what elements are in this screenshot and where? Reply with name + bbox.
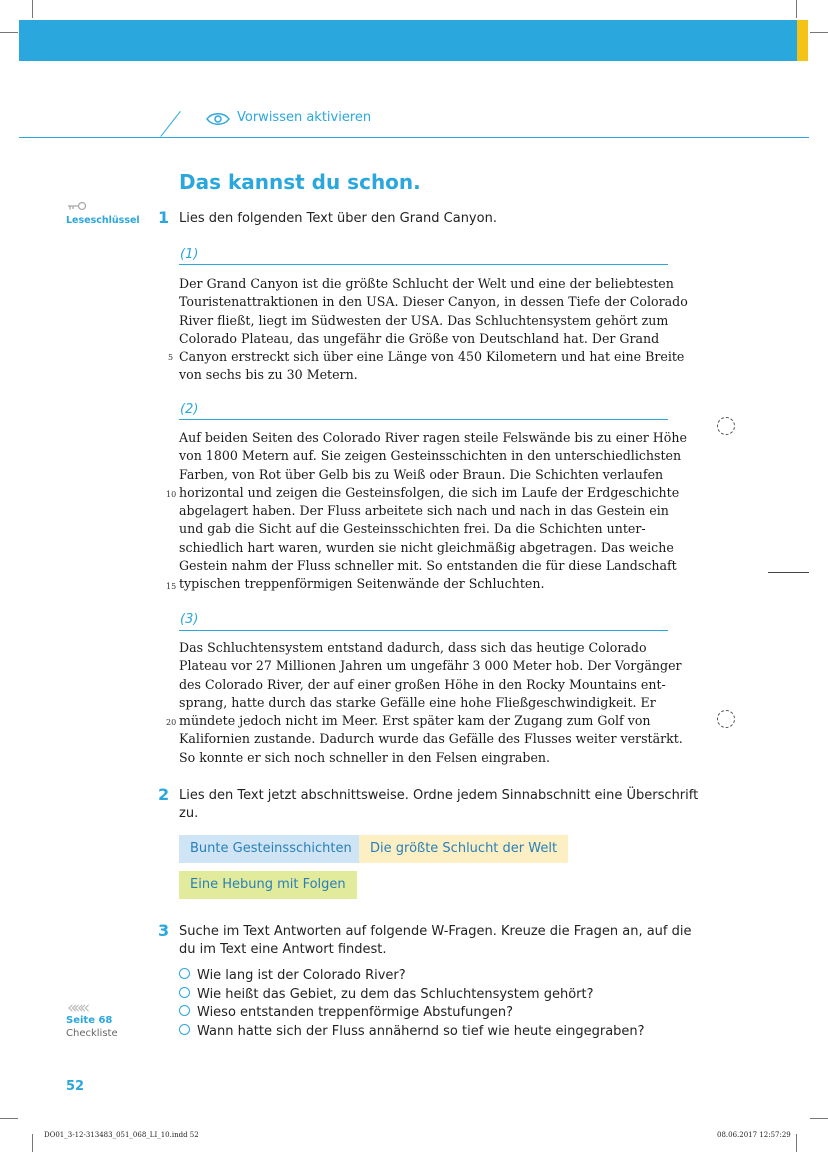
header-banner-accent (797, 20, 808, 61)
margin-rule (768, 572, 809, 573)
heading-chip-groesste-schlucht[interactable]: Die größte Schlucht der Welt (359, 835, 568, 863)
question-text: Wie heißt das Gebiet, zu dem das Schluchtensystem gehört? (197, 987, 594, 1002)
line-number: 20 (166, 718, 177, 727)
chevrons-icon: ««« (67, 998, 87, 1018)
text-line: Gestein nahm der Fluss schneller mit. So entstanden die für diese Landschaft (179, 558, 677, 574)
heading-chip-bunte-gesteinsschichten[interactable]: Bunte Gesteinsschichten (179, 835, 363, 863)
text-line: Colorado Plateau, das ungefähr die Größe von Deutschland hat. Der Grand (179, 330, 660, 346)
crop-mark (796, 0, 797, 18)
text-line: horizontal und zeigen die Gesteinsfolgen, die sich im Laufe der Erdgeschichte (179, 484, 680, 500)
section-label: Vorwissen aktivieren (237, 110, 372, 125)
task-text (179, 787, 698, 823)
section-slash (160, 111, 180, 137)
task-text-line: Lies den Text jetzt abschnittsweise. Ordne jedem Sinnabschnitt eine Überschrift (179, 788, 699, 803)
text-line: Plateau vor 27 Millionen Jahren um ungefähr 3 000 Meter hob. Der Vorgänger (179, 658, 682, 674)
paragraph-label: (1) (180, 247, 199, 262)
text-line: Farben, von Rot über Gelb bis zu Weiß oder Braun. Die Schichten verlaufen (179, 466, 664, 482)
punch-circle-icon (717, 417, 735, 435)
text-line: Kalifornien zustande. Dadurch wurde das Gefälle des Flusses weiter verstärkt. (179, 731, 683, 747)
page-number: 52 (66, 1079, 85, 1094)
line-number: 10 (166, 490, 177, 499)
radio-circle-icon[interactable] (179, 1024, 190, 1035)
text-line: des Colorado River, der auf einer großen Höhe in den Rocky Mountains ent- (179, 676, 666, 692)
question-text: Wie lang ist der Colorado River? (197, 968, 406, 983)
footer-file: DO01_3-12-313483_051_068_LI_10.indd 52 (44, 1131, 199, 1139)
task-number: 2 (158, 785, 170, 804)
paragraph-rule (179, 419, 668, 420)
text-line: mündete jedoch nicht im Meer. Erst später kam der Zugang zum Golf von (179, 713, 651, 729)
leseschluessel-label: Leseschlüssel (66, 215, 140, 226)
section-rule (19, 137, 809, 138)
text-line: Auf beiden Seiten des Colorado River ragen steile Felswände bis zu einer Höhe (179, 430, 687, 445)
task-number: 3 (158, 921, 170, 940)
paragraph-rule (179, 264, 668, 265)
text-line: abgelagert haben. Der Fluss arbeitete sich nach und nach in das Gestein ein (179, 503, 669, 519)
task-text-line: Suche im Text Antworten auf folgende W-Fragen. Kreuze die Fragen an, auf die (179, 924, 692, 939)
checkliste-label: Checkliste (66, 1028, 118, 1039)
question-text: Wieso entstanden treppenförmige Abstufungen? (197, 1005, 513, 1020)
crop-mark (32, 0, 33, 18)
paragraph-2 (179, 429, 687, 594)
text-line: Canyon erstreckt sich über eine Länge von 450 Kilometern und hat eine Breite (179, 349, 685, 365)
question-text: Wann hatte sich der Fluss annähernd so tief wie heute eingegraben? (197, 1024, 645, 1039)
question-item[interactable] (179, 1024, 645, 1039)
punch-circle-icon (717, 710, 735, 728)
text-line: Das Schluchtensystem entstand dadurch, dass sich das heutige Colorado (179, 640, 647, 655)
task-text-line: du im Text eine Antwort findest. (179, 942, 387, 957)
paragraph-3 (179, 639, 683, 767)
key-icon (67, 201, 87, 211)
text-line: River fließt, liegt im Südwesten der USA. Das Schluchtensystem gehört zum (179, 312, 669, 328)
crop-mark (810, 32, 828, 33)
line-number: 15 (166, 582, 177, 591)
crop-mark (0, 1118, 18, 1119)
text-line: Touristenattraktionen in den USA. Dieser Canyon, in dessen Tiefe der Colorado (179, 294, 688, 310)
text-line: und gab die Sicht auf die Gesteinsschichten frei. Da die Schichten unter- (179, 521, 646, 537)
line-number: 5 (168, 353, 174, 362)
text-line: schiedlich hart waren, wurden sie nicht gleichmäßig abgetragen. Das weiche (179, 539, 674, 555)
text-line: von sechs bis zu 30 Metern. (179, 367, 358, 383)
paragraph-rule (179, 630, 668, 631)
crop-mark (796, 1134, 797, 1152)
task-number: 1 (158, 208, 170, 227)
task-text: Lies den folgenden Text über den Grand Canyon. (179, 211, 497, 226)
paragraph-label: (2) (180, 402, 199, 417)
paragraph-1 (179, 275, 688, 385)
page-heading: Das kannst du schon. (179, 170, 421, 194)
radio-circle-icon[interactable] (179, 987, 190, 998)
paragraph-label: (3) (180, 612, 199, 627)
text-line: sprang, hatte durch das starke Gefälle eine hohe Fließgeschwindigkeit. Er (179, 694, 656, 710)
radio-circle-icon[interactable] (179, 1005, 190, 1016)
crop-mark (0, 32, 18, 33)
question-item[interactable] (179, 968, 406, 983)
text-line: typischen treppenförmigen Seitenwände der Schluchten. (179, 576, 545, 592)
crop-mark (810, 1118, 828, 1119)
heading-chip-hebung-mit-folgen[interactable]: Eine Hebung mit Folgen (179, 871, 357, 899)
header-banner (19, 20, 797, 61)
question-item[interactable] (179, 1005, 513, 1020)
task-text-line: zu. (179, 806, 199, 821)
eye-icon (206, 112, 230, 126)
text-line: So konnte er sich noch schneller in den Felsen eingraben. (179, 749, 551, 765)
footer-date: 08.06.2017 12:57:29 (717, 1131, 791, 1139)
seite-link[interactable]: Seite 68 (66, 1015, 113, 1026)
task-text (179, 923, 692, 959)
crop-mark (32, 1134, 33, 1152)
text-line: von 1800 Metern auf. Sie zeigen Gesteinsschichten in den unterschiedlichsten (179, 448, 682, 464)
question-item[interactable] (179, 987, 594, 1002)
text-line: Der Grand Canyon ist die größte Schlucht der Welt und eine der beliebtesten (179, 276, 674, 291)
radio-circle-icon[interactable] (179, 968, 190, 979)
